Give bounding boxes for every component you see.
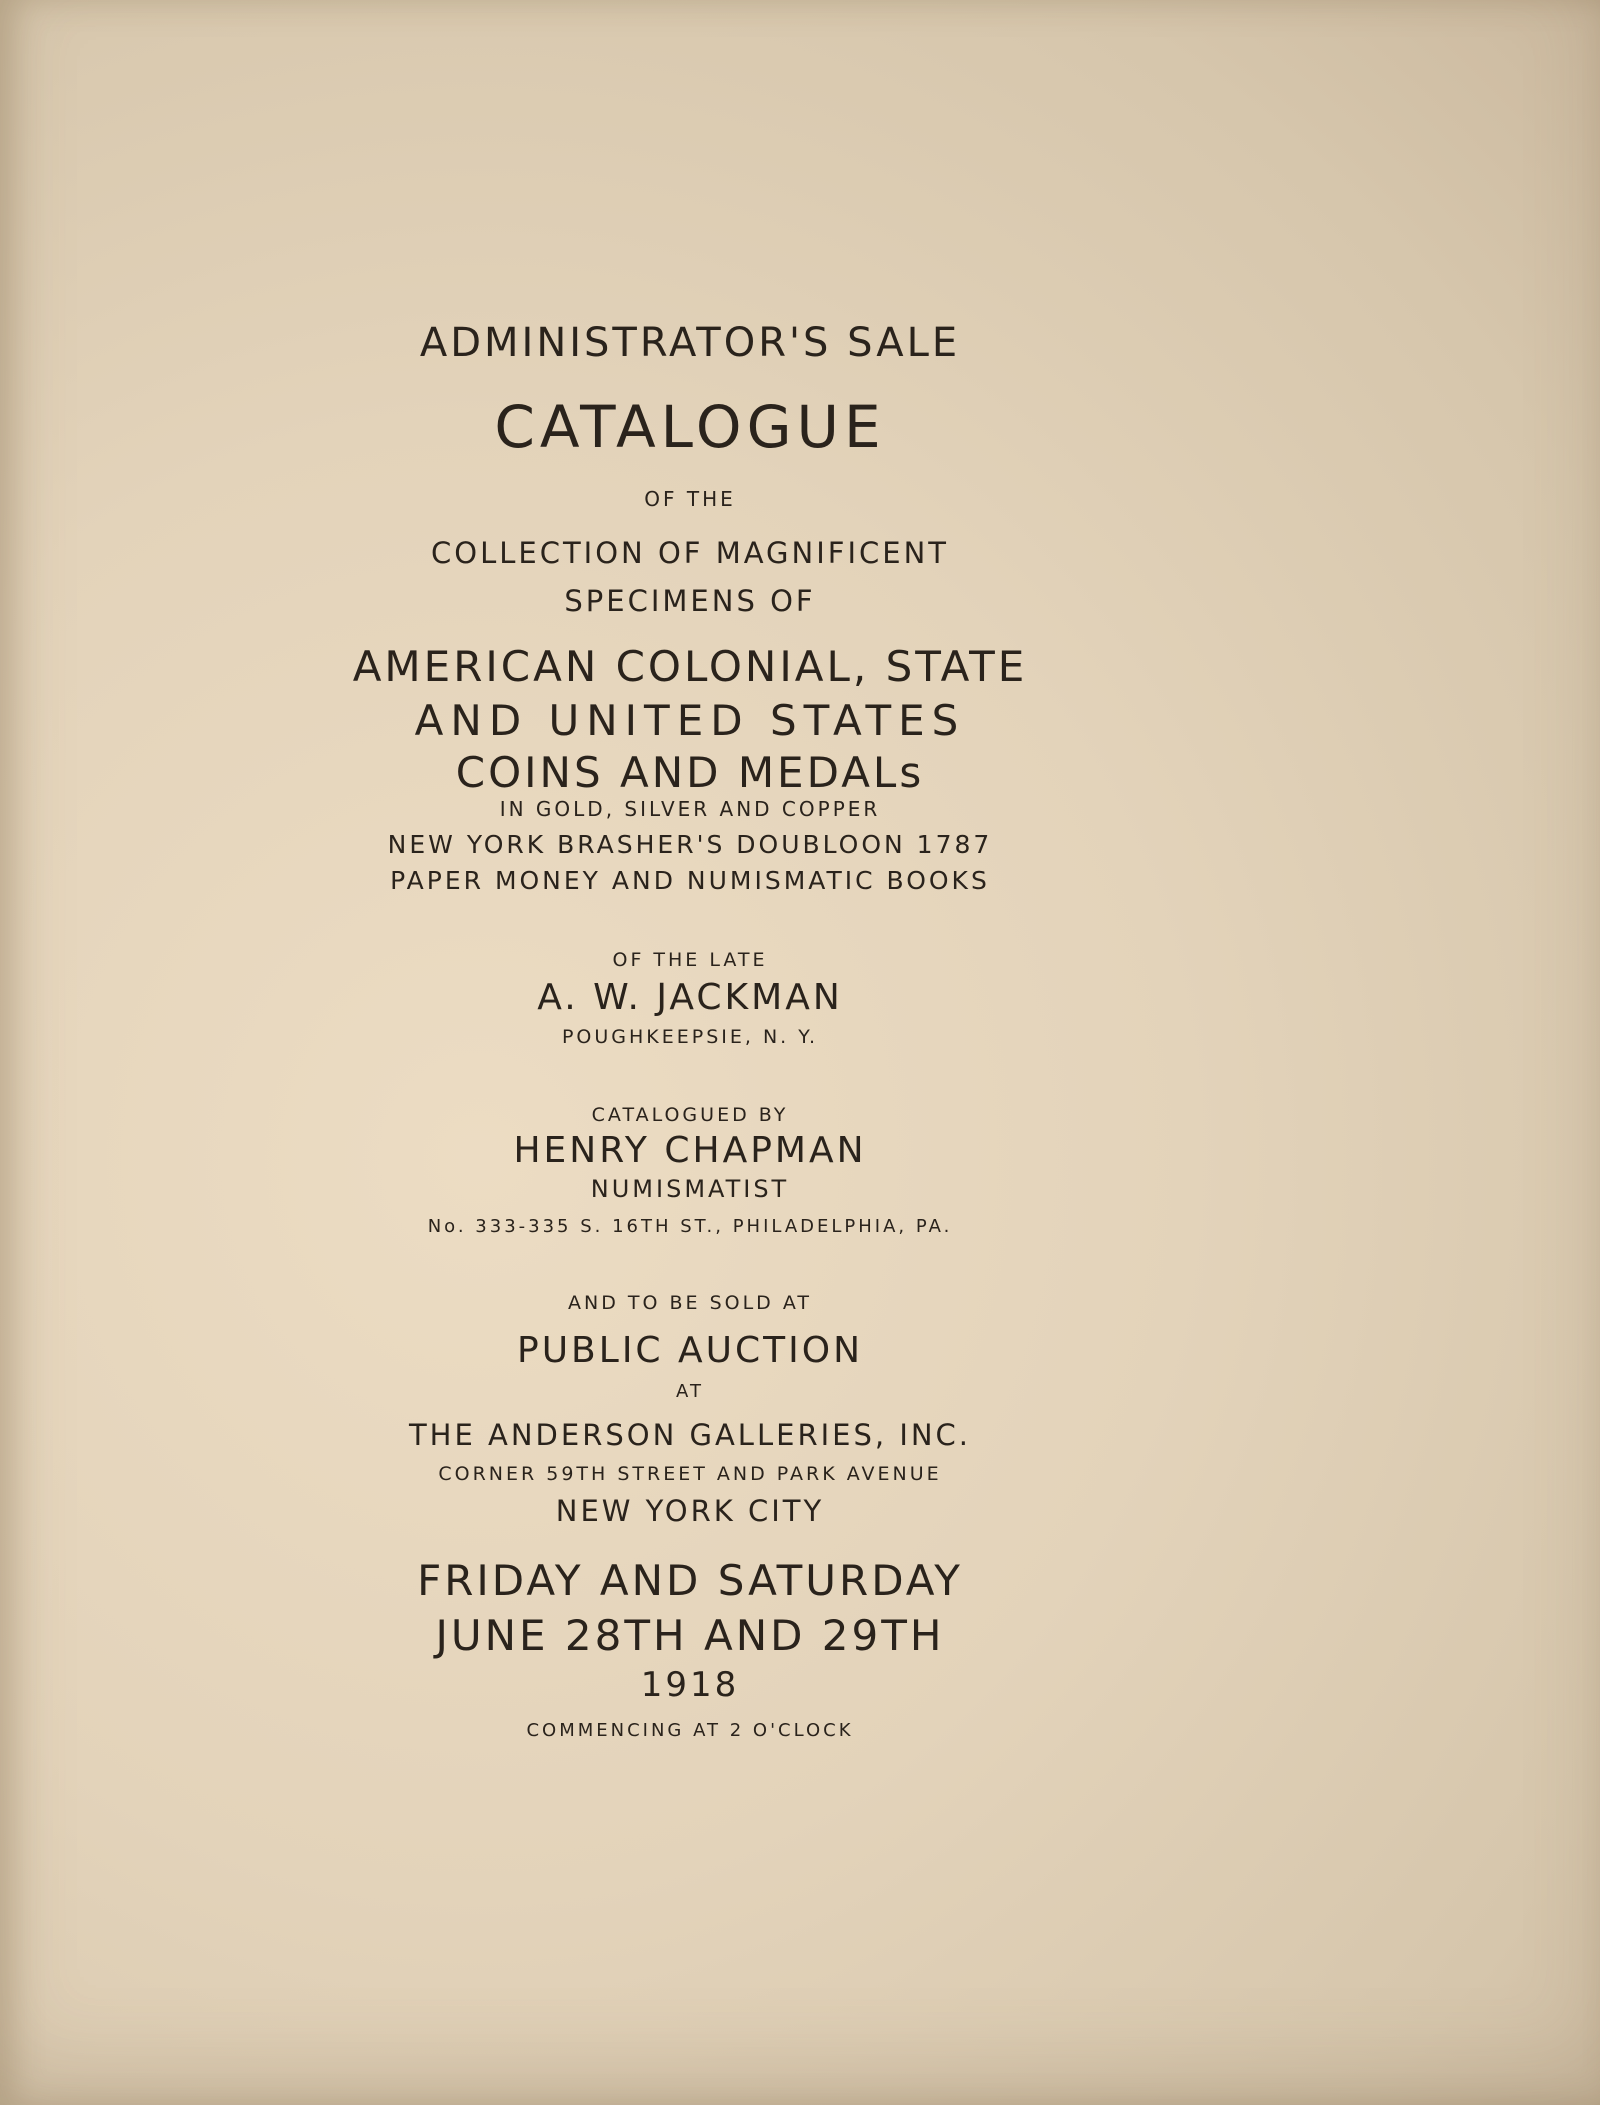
owner-location: POUGHKEEPSIE, N. Y. — [561, 1026, 819, 1048]
metals-line: IN GOLD, SILVER AND COPPER — [499, 797, 881, 821]
cataloguer-name: HENRY CHAPMAN — [513, 1130, 867, 1171]
city: NEW YORK CITY — [555, 1494, 825, 1528]
cataloguer-title: NUMISMATIST — [590, 1175, 790, 1203]
at-label: AT — [676, 1381, 704, 1402]
sale-year: 1918 — [640, 1665, 740, 1705]
gallery-address: CORNER 59TH STREET AND PARK AVENUE — [438, 1463, 942, 1485]
subject-line-2: AND UNITED STATES — [414, 696, 966, 745]
subject-line-1: AMERICAN COLONIAL, STATE — [352, 642, 1028, 691]
start-time: COMMENCING AT 2 O'CLOCK — [526, 1720, 854, 1741]
sale-days: FRIDAY AND SATURDAY — [417, 1556, 963, 1605]
to-be-sold-label: AND TO BE SOLD AT — [568, 1292, 812, 1314]
highlight-line: NEW YORK BRASHER'S DOUBLOON 1787 — [387, 830, 993, 859]
catalogue-title: CATALOGUE — [494, 393, 886, 461]
collection-line-2: SPECIMENS OF — [564, 584, 816, 618]
extras-line: PAPER MONEY AND NUMISMATIC BOOKS — [390, 866, 990, 895]
cataloguer-address: No. 333-335 S. 16TH ST., PHILADELPHIA, PA. — [427, 1216, 953, 1237]
public-auction: PUBLIC AUCTION — [517, 1330, 863, 1371]
of-the-label: OF THE — [644, 487, 736, 511]
sale-type: ADMINISTRATOR'S SALE — [419, 320, 961, 366]
subject-line-3: COINS AND MEDALs — [455, 748, 925, 797]
sale-dates: JUNE 28TH AND 29TH — [435, 1611, 945, 1660]
of-the-late-label: OF THE LATE — [612, 949, 768, 971]
owner-name: A. W. JACKMAN — [537, 977, 843, 1018]
gallery-name: THE ANDERSON GALLERIES, INC. — [408, 1418, 972, 1452]
collection-line-1: COLLECTION OF MAGNIFICENT — [431, 536, 949, 570]
catalogued-by-label: CATALOGUED BY — [591, 1104, 789, 1126]
